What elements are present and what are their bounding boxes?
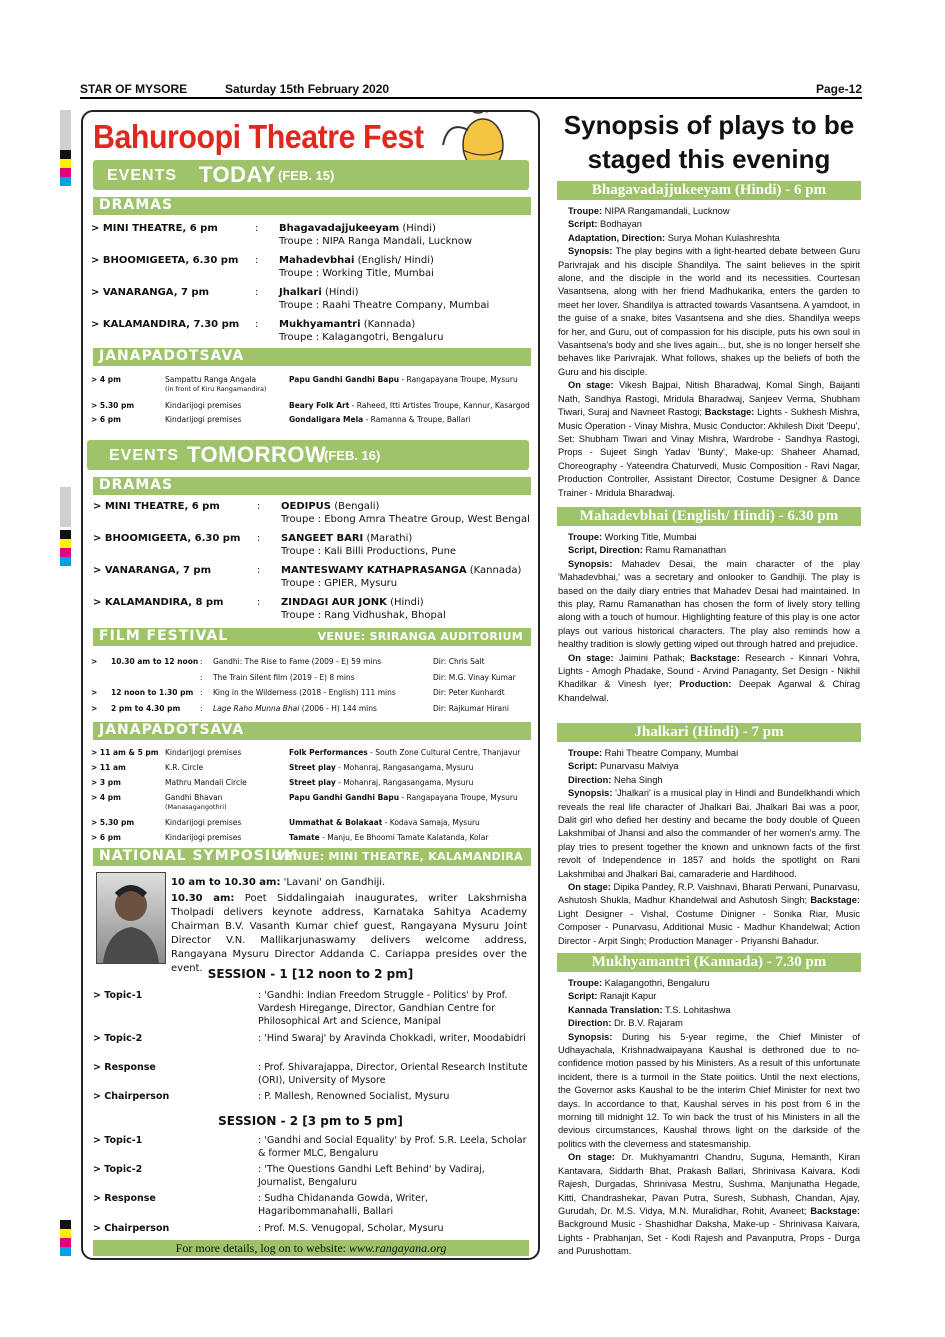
janapada-event-detail: - Ramanna & Troupe, Ballari — [363, 415, 471, 424]
synopsis-paragraph — [558, 232, 860, 245]
synopsis-key: Script: — [568, 219, 598, 230]
synopsis-value: NIPA Rangamandali, Lucknow — [602, 206, 730, 216]
website-link[interactable]: www.rangayana.org — [348, 1241, 447, 1255]
synopsis-paragraph — [558, 205, 860, 218]
film-director: Dir: Peter Kunhardt — [433, 688, 505, 697]
synopsis-paragraph — [558, 760, 860, 773]
synopsis-paragraph — [558, 774, 860, 787]
synopsis-key: Direction: — [568, 1018, 612, 1029]
synopsis-key: Synopsis: — [568, 558, 613, 569]
janapada-place: Mathru Mandali Circle — [165, 778, 247, 787]
janapada-place-note: (in front of Kiru Rangamandira) — [165, 385, 267, 393]
synopsis-paragraph — [558, 881, 860, 948]
symposium-line-1: 10 am to 10.30 am: 'Lavani' on Gandhiji. — [171, 877, 386, 888]
synopsis-key: On stage: — [568, 380, 614, 391]
synopsis-value: Background Music - Shashidhar Daksha, Make-up - Shrinivasa Kaivara, Lights - Prabhanjan, Set - Kodi Rajesh and Pavanputra, Props - Durga and Purushottam. — [558, 1219, 860, 1257]
synopsis-key: Backstage: — [704, 407, 755, 418]
tomorrow-dramas-heading: DRAMAS — [93, 477, 531, 495]
registration-grey-bar — [60, 110, 71, 150]
janapada-time: > 5.30 pm — [91, 818, 135, 827]
janapada-event-detail: - Mohanraj, Rangasangama, Mysuru — [335, 778, 474, 787]
synopsis-value: The play begins with a light-hearted debate between Guru Parivrajak and his disciple Shandilya. The saint believes in the spirit alone, and the disciple in the world and its necessities. Courtesan Vasantsena, along with her friend Madhukarika, enters the garden to meet her lover. Shandilya is attracted towards Vasantsena. A yamdoot, in the guise of a snake, bites Vasantsena and she dies. Shandilya weeps for her, and Guru, out of compassion for his disciple, puts his own soul in Vasantsena's body and she lives again... but, she is no longer herself she behaves like Parivrajak. What follows, shakes up the beliefs of both the Guru and his disciple. — [558, 246, 860, 377]
film-festival-venue: VENUE: SRIRANGA AUDITORIUM — [317, 630, 523, 643]
film-colon: : — [200, 704, 203, 713]
janapada-event-name: Beary Folk Art — [289, 401, 350, 410]
synopsis-key: Backstage: — [810, 895, 860, 906]
janapada-event-detail: - Rangapayana Troupe, Mysuru — [399, 793, 518, 802]
film-time: 12 noon to 1.30 pm — [111, 688, 194, 697]
registration-color-bar — [60, 150, 71, 186]
drama-venue: > VANARANGA, 7 pm — [91, 287, 210, 298]
synopsis-key: Troupe: — [568, 532, 603, 542]
drama-colon: : — [257, 501, 261, 512]
janapada-event-name: Tamate — [289, 833, 320, 842]
play-synopsis — [558, 747, 860, 948]
footer-band — [93, 1240, 529, 1256]
janapada-time: > 11 am — [91, 763, 126, 772]
drama-language: (Bengali) — [334, 501, 380, 512]
janapada-event-name: Gondaligara Mela — [289, 415, 364, 424]
drama-title — [281, 564, 536, 577]
drama-name: Mukhyamantri — [279, 319, 361, 330]
film-colon: : — [200, 673, 203, 682]
drama-troupe: Troupe : Kali Billi Productions, Pune — [281, 546, 457, 557]
janapada-event-name: Folk Performances — [289, 748, 368, 757]
tomorrow-janapada-heading: JANAPADOTSAVA — [93, 722, 531, 740]
national-symposium-heading: NATIONAL SYMPOSIUM VENUE: MINI THEATRE, KALAMANDIRA — [93, 848, 531, 866]
synopsis-value: Dr. B.V. Rajaram — [611, 1018, 683, 1029]
session-label: > Chairperson — [93, 1091, 170, 1102]
synopsis-paragraph — [558, 1004, 860, 1017]
synopsis-value: Jaimini Pathak; — [613, 652, 691, 663]
synopsis-paragraph — [558, 544, 860, 557]
synopsis-paragraph — [558, 531, 860, 544]
synopsis-key: On stage: — [568, 1152, 615, 1163]
today-date: (FEB. 15) — [278, 168, 335, 183]
session-label: > Topic-2 — [93, 1164, 143, 1175]
janapada-event-detail: - Rangapayana Troupe, Mysuru — [399, 375, 518, 384]
janapada-time: > 4 pm — [91, 375, 121, 384]
play-band: Mukhyamantri (Kannada) - 7.30 pm — [557, 953, 861, 972]
synopsis-value: During his 5-year regime, the Chief Minister of Udhayachala, Krishnadwaipayana Kaushal is dethroned due to no-confidence motion passed by his Ministers. As a result of this unfortunate incident, there is a turmoil in the State poiitics. Until the next elections, the Governor asks Kaushal to be the interim Chief Minister for next two days. In accordance to that, Kaushal serves in his post from 6 in the morning till midnight 12. To win back the trust of his Ministers in all the devious circumstances, Kaushal throws light on the darkside of the politics with the cleverness and statesmanship. — [558, 1031, 860, 1149]
drama-venue: > KALAMANDIRA, 8 pm — [93, 597, 224, 608]
janapada-event — [289, 747, 534, 758]
drama-language: (Kannada) — [469, 565, 522, 576]
drama-title — [279, 254, 534, 267]
film-festival-heading: FILM FESTIVAL VENUE: SRIRANGA AUDITORIUM — [93, 628, 531, 646]
film-time: 10.30 am to 12 noon — [111, 657, 199, 666]
janapada-event — [289, 792, 534, 803]
tomorrow-date: (FEB. 16) — [324, 448, 381, 463]
drama-title — [279, 286, 534, 299]
film-name: Gandhi: The Rise to Fame (2009 - E) 59 mins — [213, 657, 382, 666]
today-word: TODAY — [199, 162, 277, 187]
synopsis-key: Adaptation, Direction: — [568, 232, 666, 243]
drama-title — [279, 318, 534, 331]
play-band: Jhalkari (Hindi) - 7 pm — [557, 723, 861, 742]
drama-venue: > BHOOMIGEETA, 6.30 pm — [91, 255, 239, 266]
synopsis-paragraph — [558, 787, 860, 881]
drama-name: SANGEET BARI — [281, 533, 364, 544]
synopsis-value: Punarvasu Malviya — [597, 761, 679, 772]
janapada-place: Sampattu Ranga Angala — [165, 375, 257, 384]
drama-troupe: Troupe : Working Title, Mumbai — [279, 268, 434, 279]
janapada-event-detail: - Raheed, Itti Artistes Troupe, Kannur, Kasargod — [349, 401, 530, 410]
drama-venue: > MINI THEATRE, 6 pm — [93, 501, 220, 512]
janapada-event-name: Street play — [289, 778, 336, 787]
drama-colon: : — [255, 255, 259, 266]
synopsis-paragraph — [558, 1031, 860, 1152]
janapada-place: Kindarijogi premises — [165, 818, 242, 827]
session-detail: : P. Mallesh, Renowned Socialist, Mysuru — [258, 1091, 450, 1102]
session-label: > Chairperson — [93, 1223, 170, 1234]
janapada-place: K.R. Circle — [165, 763, 204, 772]
events-word: EVENTS — [107, 167, 178, 184]
drama-language: (English/ Hindi) — [357, 255, 434, 266]
session-label: > Topic-1 — [93, 990, 143, 1001]
janapada-place: Kindarijogi premises — [165, 401, 242, 410]
synopsis-key: Direction: — [568, 774, 612, 785]
janapada-place: Kindarijogi premises — [165, 833, 242, 842]
synopsis-paragraph — [558, 558, 860, 652]
synopsis-value: Kalagangothri, Bengaluru — [602, 978, 710, 988]
janapada-time: > 5.30 pm — [91, 401, 135, 410]
synopsis-value: Vikesh Bajpai, Nitish Bharadwaj, Komal Singh, Baijanti Nath, Sandhya Rastogi, Mridula Bharadwaj, Sanjeev Verma, Shubham Tiwari, Suraj and Navneet Rastogi; — [558, 380, 860, 418]
play-synopsis — [558, 531, 860, 705]
synopsis-value: Dipika Pandey, R.P. Vaishnavi, Bharati Perwani, Punarvasu, Ashutosh Shukla, Madhur Khandelwal and Ashutosh Singh; — [558, 882, 860, 906]
drama-name: Mahadevbhai — [279, 255, 355, 266]
drama-title — [279, 222, 534, 235]
synopsis-paragraph — [558, 977, 860, 990]
synopsis-value: Working Title, Mumbai — [602, 532, 697, 542]
janapada-event — [289, 777, 534, 788]
drama-venue: > MINI THEATRE, 6 pm — [91, 223, 218, 234]
drama-language: (Hindi) — [390, 597, 424, 608]
synopsis-key: Script, Direction: — [568, 545, 643, 556]
session-label: > Response — [93, 1193, 156, 1204]
registration-color-bar — [60, 1220, 71, 1256]
synopsis-paragraph — [558, 245, 860, 379]
synopsis-paragraph — [558, 379, 860, 500]
synopsis-value: Ranajit Kapur — [597, 991, 657, 1002]
drama-colon: : — [257, 565, 261, 576]
janapada-time: > 6 pm — [91, 833, 121, 842]
synopsis-title: Synopsis of plays to be staged this evening — [563, 110, 855, 174]
masthead — [80, 80, 862, 98]
janapada-event — [289, 400, 534, 411]
janapada-event — [289, 762, 534, 773]
film-colon: : — [200, 688, 203, 697]
page-number: Page-12 — [815, 82, 862, 96]
footer-text: For more details, log on to website: — [175, 1241, 349, 1255]
drama-troupe: Troupe : GPIER, Mysuru — [281, 578, 398, 589]
drama-name: Bhagavadajjukeeyam — [279, 223, 400, 234]
synopsis-key: Backstage: — [690, 652, 740, 663]
synopsis-key: Script: — [568, 761, 598, 772]
drama-name: Jhalkari — [279, 287, 322, 298]
events-tomorrow-band — [87, 440, 529, 470]
film-marker: > — [91, 657, 98, 666]
drama-troupe: Troupe : NIPA Ranga Mandali, Lucknow — [279, 236, 473, 247]
synopsis-paragraph — [558, 747, 860, 760]
janapada-event-name: Papu Gandhi Gandhi Bapu — [289, 375, 400, 384]
synopsis-value: Neha Singh — [611, 774, 663, 785]
events-today-band — [93, 160, 529, 190]
synopsis-key: Synopsis: — [568, 1031, 613, 1042]
drama-name: OEDIPUS — [281, 501, 332, 512]
synopsis-value: Mahadev Desai, the main character of the play 'Mahadevbhai,' was a secretary and onlooker to Gandhiji. The play is based on the daily diary entries that Mahadev Desai had maintained. In this play, Ramu Ramanathan has chosen the form of lively story telling along with a touch of humour. Highlighting feature of this play is one actor plays out various historical characters. The play also reminds how a healthy tradition is slowly getting wiped out through hatred and prejudice. — [558, 558, 860, 650]
play-synopsis — [558, 205, 860, 500]
events-word: EVENTS — [109, 447, 180, 464]
film-colon: : — [200, 657, 203, 666]
synopsis-key: Production: — [679, 679, 732, 690]
drama-troupe: Troupe : Ebong Amra Theatre Group, West Bengal — [281, 514, 530, 525]
janapada-event-name: Street play — [289, 763, 336, 772]
synopsis-key: On stage: — [568, 652, 614, 663]
synopsis-key: Backstage: — [810, 1205, 860, 1216]
drama-colon: : — [255, 287, 259, 298]
janapada-event-detail: - Manju, Ee Bhoomi Tamate Kalatanda, Kolar — [319, 833, 489, 842]
drama-troupe: Troupe : Raahi Theatre Company, Mumbai — [279, 300, 490, 311]
session-label: > Topic-2 — [93, 1033, 143, 1044]
janapada-time: > 6 pm — [91, 415, 121, 424]
session-detail: : 'Gandhi: Indian Freedom Struggle - Politics' by Prof. Vardesh Hiregange, Director, Gandhian Centre for Philosophical Art and Science, Manipal — [258, 990, 508, 1027]
synopsis-key: Troupe: — [568, 978, 603, 988]
newspaper-name: STAR OF MYSORE — [80, 82, 188, 96]
synopsis-key: Troupe: — [568, 748, 603, 758]
synopsis-key: Script: — [568, 991, 598, 1002]
film-name: Lage Raho Munna Bhai — [213, 704, 300, 713]
janapada-event-name: Papu Gandhi Gandhi Bapu — [289, 793, 400, 802]
session-detail: : Sudha Chidananda Gowda, Writer, Hagaribommanahalli, Ballari — [258, 1193, 428, 1217]
drama-language: (Kannada) — [363, 319, 416, 330]
drama-title — [281, 596, 536, 609]
synopsis-value: Deepak Agarwal & Chirag Khandelwal. — [558, 679, 860, 703]
janapada-event-detail: - Mohanraj, Rangasangama, Mysuru — [335, 763, 474, 772]
play-band: Bhagavadajjukeeyam (Hindi) - 6 pm — [557, 181, 861, 200]
film-director: Dir: Rajkumar Hirani — [433, 704, 509, 713]
janapada-place-note: (Manasagangothri) — [165, 803, 227, 811]
synopsis-key: Kannada Translation: — [568, 1004, 663, 1015]
drama-colon: : — [255, 319, 259, 330]
janapada-event — [289, 414, 534, 425]
session-detail: : 'The Questions Gandhi Left Behind' by Vadiraj, Journalist, Bengaluru — [258, 1164, 485, 1188]
drama-venue: > BHOOMIGEETA, 6.30 pm — [93, 533, 241, 544]
session-detail: : Prof. Shivarajappa, Director, Oriental Research Institute (ORI), University of Mysore — [258, 1062, 528, 1086]
drama-colon: : — [257, 597, 261, 608]
janapada-time: > 4 pm — [91, 793, 121, 802]
synopsis-paragraph — [558, 990, 860, 1003]
synopsis-value: Light Designer - Vishal, Costume Dinigner - Sonika Riar, Music Composer - Punarvasu, Additional Music - Madhur Khandelwal; Action Director - Arpit Singh; Production Manager - Priyanshi Bahadur. — [558, 908, 860, 946]
synopsis-paragraph — [558, 218, 860, 231]
drama-colon: : — [255, 223, 259, 234]
film-title — [213, 703, 428, 714]
play-band: Mahadevbhai (English/ Hindi) - 6.30 pm — [557, 507, 861, 526]
drama-name: MANTESWAMY KATHAPRASANGA — [281, 565, 467, 576]
tomorrow-word: TOMORROW — [187, 442, 327, 467]
synopsis-value: T.S. Lohitashwa — [662, 1004, 731, 1015]
session-detail: : Prof. M.S. Venugopal, Scholar, Mysuru — [258, 1223, 444, 1234]
today-janapada-heading: JANAPADOTSAVA — [93, 348, 531, 366]
film-name: King in the Wilderness (2018 - English) 111 mins — [213, 688, 396, 697]
synopsis-key: Synopsis: — [568, 788, 613, 799]
drama-title — [281, 500, 536, 513]
play-synopsis — [558, 977, 860, 1259]
synopsis-value: Rahi Theatre Company, Mumbai — [602, 748, 739, 758]
session-detail: : 'Gandhi and Social Equality' by Prof. S.R. Leela, Scholar & former MLC, Bengaluru — [258, 1135, 527, 1159]
session-2-title: SESSION - 2 [3 pm to 5 pm] — [218, 1114, 403, 1128]
synopsis-value: Bodhayan — [597, 219, 642, 230]
drama-title — [281, 532, 536, 545]
janapada-place: Kindarijogi premises — [165, 415, 242, 424]
festival-schedule-box — [81, 110, 540, 1260]
film-title — [213, 656, 428, 667]
synopsis-value: Lights - Sukhesh Mishra, Music Operation - Vinay Mishra, Music Conductor: Akhilesh Dixit 'Deepu', Set: Shubham Tiwari and Vinay Mishra, Wardrobe - Sandhya Rastogi, Props - Sujeet Singh Yadav 'Bunty', Make-up: Shaheer Ahamad, Choreography - Yateendra Chaturvedi, Music Composition - Ravi Nagar, Production Controller, Assistant Director, Costume Designer & Dance Trainer - Mridula Bharadwaj. — [558, 407, 860, 498]
janapada-event-detail: - South Zone Cultural Centre, Thanjavur — [367, 748, 521, 757]
janapada-place: Gandhi Bhavan — [165, 793, 223, 802]
drama-venue: > KALAMANDIRA, 7.30 pm — [91, 319, 240, 330]
synopsis-paragraph — [558, 1017, 860, 1030]
session-label: > Topic-1 — [93, 1135, 143, 1146]
drama-name: ZINDAGI AUR JONK — [281, 597, 387, 608]
synopsis-paragraph — [558, 652, 860, 706]
film-time: 2 pm to 4.30 pm — [111, 704, 181, 713]
synopsis-key: Troupe: — [568, 206, 603, 216]
symposium-line-2: 10.30 am: Poet Siddalingaiah inaugurates, writer Lakshmisha Tholpadi delivers keynote address, Karnataka Sahitya Academy Chairman B.V. Vasanth Kumar chief guest, Rangayana Mysuru Joint Director V.N. Mallikarjunaswamy delivers welcome address, Rangayana Mysuru Director Addanda C. Cariappa presides over the event. — [171, 893, 527, 974]
film-director: Dir: Chris Salt — [433, 657, 485, 666]
drama-colon: : — [257, 533, 261, 544]
film-marker: > — [91, 704, 98, 713]
today-dramas-heading: DRAMAS — [93, 197, 531, 215]
synopsis-value: Surya Mohan Kulashreshta — [665, 232, 780, 243]
film-director: Dir: M.G. Vinay Kumar — [433, 673, 516, 682]
janapada-time: > 3 pm — [91, 778, 121, 787]
synopsis-key: On stage: — [568, 882, 611, 893]
film-title — [213, 687, 428, 698]
registration-grey-bar — [60, 487, 71, 527]
session-detail: : 'Hind Swaraj' by Aravinda Chokkadi, writer, Moodabidri — [258, 1033, 526, 1044]
registration-color-bar — [60, 530, 71, 566]
drama-language: (Marathi) — [366, 533, 413, 544]
janapada-event-name: Ummathat & Bolakaat — [289, 818, 383, 827]
janapada-place: Kindarijogi premises — [165, 748, 242, 757]
janapada-time: > 11 am & 5 pm — [91, 748, 159, 757]
top-rule — [80, 97, 862, 99]
session-label: > Response — [93, 1062, 156, 1073]
synopsis-value: 'Jhalkari' is a musical play in Hindi and Bundelkhandi which reveals the real life character of Jhalkari Bai. Jhalkari Bai was a poor, Dalit girl who defied her destiny and became the body double of Queen Lakshmibai of Jhansi and also the commander of her women's army. The play tries to present together the known and unknown facts of the first revolt of Independence in 1857 and holds the spotlight on Rani Lakshmibai and Jhalkari Bai, camaraderie and Hardihood. — [558, 788, 860, 879]
drama-language: (Hindi) — [402, 223, 436, 234]
synopsis-paragraph — [558, 1151, 860, 1258]
speaker-photo — [96, 872, 166, 964]
synopsis-value: Ramu Ramanathan — [642, 545, 727, 556]
issue-date: Saturday 15th February 2020 — [225, 82, 390, 96]
symposium-venue: VENUE: MINI THEATRE, KALAMANDIRA — [276, 850, 523, 863]
janapada-event-detail: - Kodava Samaja, Mysuru — [382, 818, 480, 827]
film-title — [213, 672, 428, 683]
drama-language: (Hindi) — [324, 287, 359, 298]
film-name: The Train Silent film (2019 - E) 8 mins — [213, 673, 355, 682]
drama-venue: > VANARANGA, 7 pm — [93, 565, 212, 576]
drama-troupe: Troupe : Rang Vidhushak, Bhopal — [281, 610, 446, 621]
festival-title: Bahuroopi Theatre Fest — [93, 118, 424, 155]
synopsis-key: Synopsis: — [568, 246, 613, 257]
synopsis-value: Dr. Mukhyamantri Chandru, Suguna, Hemanth, Kiran Kantavara, Siddarth Bhat, Prakash Ballari, Shrinivasa Kaivara, Kodi Rajesh, Durgadas, Shrinivasa Mestru, Sushma, Manjunatha Hegade, Kitti, Chandrashekar, Pavan Putra, Suresh, Subhash, Chandan, Ajay, Gurudah, Dr. M.S. Vidya, M.N. Muralidhar, Rohit, Avaneet; — [558, 1152, 860, 1216]
janapada-event — [289, 374, 534, 385]
film-duration: (2006 - H) 144 mins — [299, 704, 377, 713]
film-marker: > — [91, 688, 98, 697]
session-1-title: SESSION - 1 [12 noon to 2 pm] — [207, 967, 414, 981]
synopsis-value: Research - Kinnari Vohra, Lights - Amogh Phadake, Sound - Arvind Panaganty, Set Design - Nikhil Khadilkar & Vinesh Iyer; — [558, 652, 860, 690]
janapada-event — [289, 817, 534, 828]
janapada-event — [289, 832, 534, 843]
drama-troupe: Troupe : Kalagangotri, Bengaluru — [279, 332, 444, 343]
